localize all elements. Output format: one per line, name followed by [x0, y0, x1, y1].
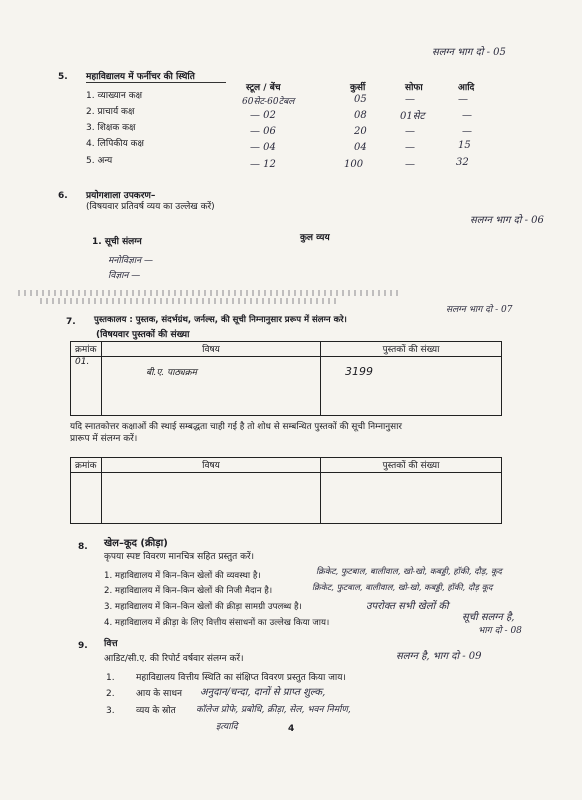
furniture-value: 08 — [354, 110, 367, 121]
finance-item-answer: अनुदान/चन्दा, दानों से प्राप्त शुल्क, — [200, 687, 326, 698]
header-cell: विषय — [102, 458, 321, 473]
furniture-value: — 02 — [250, 110, 276, 121]
furniture-value: — 12 — [250, 159, 276, 170]
col-sofa: सोफा — [405, 83, 423, 93]
underline — [86, 82, 226, 83]
sports-question: 2. महाविद्यालय में किन–किन खेलों की निजी मैदान है। — [104, 586, 273, 596]
finance-item-text: महाविद्यालय वित्तीय स्थिति का संक्षिप्त विवरण प्रस्तुत किया जाय। — [136, 673, 346, 683]
section-8-sub: कृपया स्पष्ट विवरण मानचित्र सहित प्रस्तुत करें। — [104, 552, 255, 562]
margin-note-top: सलग्न भाग दो - 05 — [432, 47, 506, 58]
total-expense-label: कुल व्यय — [300, 233, 330, 243]
furniture-value: 05 — [354, 94, 367, 105]
furniture-value: — — [462, 126, 472, 137]
sports-answer: क्रिकेट, फुटबाल, बालीवाल, खो-खो, कबड्डी, हॉकी, दौड़ कूद — [312, 582, 493, 592]
research-books-table — [70, 457, 502, 524]
table-header-row — [71, 342, 502, 357]
section-9-number: 9. — [78, 641, 88, 651]
sub-note: सलग्न है, भाग दो - 09 — [396, 651, 482, 662]
furniture-value: 04 — [354, 142, 367, 153]
furniture-value: — — [405, 94, 415, 105]
furniture-value: — — [405, 126, 415, 137]
furniture-value: — — [458, 94, 468, 105]
margin-note-8: भाग दो - 08 — [478, 626, 522, 636]
furniture-row-label: 5. अन्य — [86, 156, 113, 166]
finance-item-answer: कॉलेज प्रोफे, प्रबोधि, क्रीड़ा, सेल, भवन निर्माण, — [196, 705, 351, 715]
table-cell — [321, 473, 502, 524]
furniture-row-label: 1. व्याख्यान कक्ष — [86, 91, 143, 101]
pg-note-2: प्रारूप में संलग्न करें। — [70, 434, 138, 444]
margin-note-6: सलग्न भाग दो - 06 — [470, 215, 544, 226]
table-cell: 01. — [71, 357, 102, 416]
header-cell: क्रमांक — [71, 458, 102, 473]
table-cell — [102, 473, 321, 524]
header-cell: पुस्तकों की संख्या — [321, 458, 502, 473]
header-cell: क्रमांक — [71, 342, 102, 357]
sports-answer: सूची सलग्न है, — [462, 612, 515, 623]
col-chair: कुर्सी — [350, 83, 366, 93]
page-number: 4 — [288, 724, 295, 734]
margin-note-7: सलग्न भाग दो - 07 — [446, 305, 513, 315]
section-6-title: प्रयोगशाला उपकरण– — [86, 191, 156, 201]
finance-item-text: आय के साधन — [136, 689, 182, 699]
section-6-subtitle: (विषयवार प्रतिवर्ष व्यय का उल्लेख करें) — [86, 202, 215, 212]
section-7-number: 7. — [66, 317, 76, 327]
col-stool-bench: स्टूल / बेंच — [246, 83, 281, 93]
section-6-number: 6. — [58, 191, 68, 201]
furniture-value: — 04 — [250, 142, 276, 153]
furniture-value: 100 — [344, 159, 364, 170]
furniture-value: 01सेट — [400, 111, 425, 122]
furniture-row-label: 3. शिक्षक कक्ष — [86, 123, 136, 133]
subject-entry: विज्ञान — — [108, 271, 141, 281]
scan-noise — [40, 298, 340, 304]
furniture-value: 20 — [354, 126, 367, 137]
library-table — [70, 341, 502, 416]
subject-entry: मनोविज्ञान — — [108, 256, 153, 266]
table-row — [71, 357, 502, 416]
section-8-number: 8. — [78, 542, 88, 552]
table-cell — [71, 473, 102, 524]
section-7-subtitle: (विषयवार पुस्तकों की संख्या — [96, 330, 190, 340]
section-7-title: पुस्तकालय : पुस्तक, संदर्भग्रंथ, जर्नल्स, की सूची निम्नानुसार प्ररूप में संलग्न करे। — [94, 315, 347, 325]
sports-question: 1. महाविद्यालय में किन–किन खेलों की व्यवस्था है। — [104, 571, 261, 581]
sports-answer: क्रिकेट, फुटबाल, बालीवाल, खो-खो, कबड्डी, हॉकी, दौड़, कूद — [316, 567, 502, 577]
table-cell: बी.ए. पाठ्यक्रम — [102, 357, 321, 416]
sports-question: 4. महाविद्यालय में क्रीड़ा के लिए वित्तीय संसाधनों का उल्लेख किया जाय। — [104, 618, 330, 628]
furniture-value: 15 — [458, 140, 471, 151]
finance-item-number: 3. — [106, 706, 115, 716]
furniture-row-label: 2. प्राचार्य कक्ष — [86, 107, 135, 117]
section-5-title: महाविद्यालय में फर्नीचर की स्थिति — [86, 72, 195, 82]
finance-item-number: 1. — [106, 673, 115, 683]
furniture-row-label: 4. लिपिकीय कक्ष — [86, 139, 145, 149]
section-8-title: खेल–कूद (क्रीड़ा) — [104, 538, 168, 549]
section-9-title: वित्त — [104, 639, 118, 649]
furniture-value: — — [405, 142, 415, 153]
finance-item-text: व्यय के स्रोत — [136, 706, 176, 716]
section-9-sub: आडिट/सी.ए. की रिपोर्ट वर्षवार संलग्न करें। — [104, 654, 244, 664]
furniture-value: — — [462, 110, 472, 121]
header-cell: विषय — [102, 342, 321, 357]
table-row — [71, 473, 502, 524]
pg-note: यदि स्नातकोत्तर कक्षाओं की स्थाई सम्बद्धता चाही गई है तो शोध से सम्बन्धित पुस्तकों की सूची निम्नानुसार — [70, 422, 402, 432]
table-header-row — [71, 458, 502, 473]
sports-question: 3. महाविद्यालय में किन–किन खेलों की क्रीड़ा सामग्री उपलब्ध है। — [104, 602, 302, 612]
list-attached-label: 1. सूची संलग्न — [92, 237, 142, 247]
furniture-value: 60सेट-60टेबल — [242, 97, 295, 107]
table-cell: 3199 — [321, 357, 502, 416]
header-cell: पुस्तकों की संख्या — [321, 342, 502, 357]
col-etc: आदि — [458, 83, 475, 93]
furniture-value: — 06 — [250, 126, 276, 137]
finance-item-number: 2. — [106, 689, 115, 699]
section-5-number: 5. — [58, 72, 68, 82]
sports-answer: उपरोक्त सभी खेलों की — [366, 601, 449, 612]
hw-etc: इत्यादि — [216, 722, 238, 732]
furniture-value: 32 — [456, 157, 469, 168]
furniture-value: — — [405, 159, 415, 170]
scan-noise — [18, 290, 398, 296]
